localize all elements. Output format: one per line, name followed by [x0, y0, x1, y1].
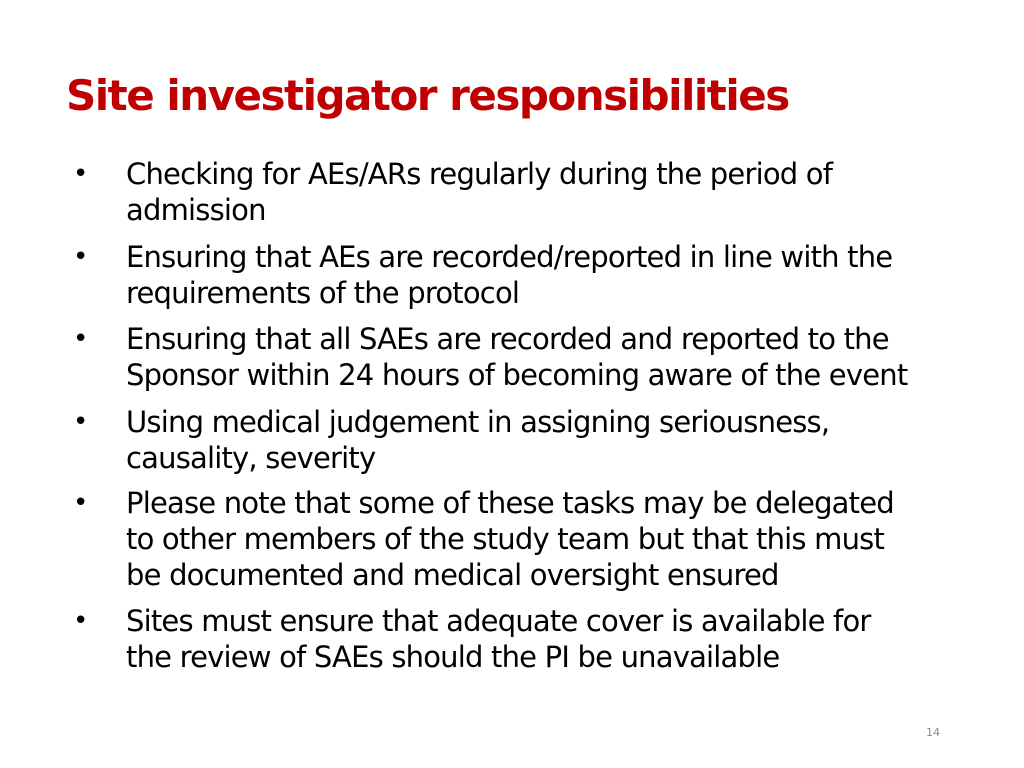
bullet-text: [126, 156, 1006, 228]
bullet-icon: •: [73, 324, 89, 354]
bullet-icon: •: [73, 407, 89, 437]
bullet-line: requirements of the protocol: [126, 276, 520, 310]
bullet-line: to other members of the study team but that this must: [126, 522, 885, 556]
bullet-line: be documented and medical oversight ensured: [126, 558, 779, 592]
bullet-line: Using medical judgement in assigning seriousness,: [126, 405, 830, 439]
bullet-text: [126, 603, 1006, 675]
slide-title: Site investigator responsibilities: [66, 71, 789, 120]
bullet-line: admission: [126, 193, 266, 227]
bullet-line: Ensuring that AEs are recorded/reported in line with the: [126, 240, 893, 274]
bullet-text: [126, 239, 1006, 311]
bullet-icon: •: [73, 606, 89, 636]
bullet-icon: •: [73, 242, 89, 272]
bullet-text: [126, 321, 1006, 393]
bullet-line: Ensuring that all SAEs are recorded and reported to the: [126, 322, 889, 356]
page-number: 14: [926, 726, 940, 739]
bullet-line: Sponsor within 24 hours of becoming aware of the event: [126, 358, 908, 392]
bullet-text: [126, 404, 1006, 476]
bullet-icon: •: [73, 159, 89, 189]
bullet-line: Sites must ensure that adequate cover is available for: [126, 604, 871, 638]
bullet-line: causality, severity: [126, 441, 376, 475]
bullet-icon: •: [73, 488, 89, 518]
bullet-line: Please note that some of these tasks may be delegated: [126, 486, 894, 520]
bullet-line: Checking for AEs/ARs regularly during the period of: [126, 157, 833, 191]
bullet-text: [126, 485, 1006, 593]
bullet-line: the review of SAEs should the PI be unavailable: [126, 640, 780, 674]
